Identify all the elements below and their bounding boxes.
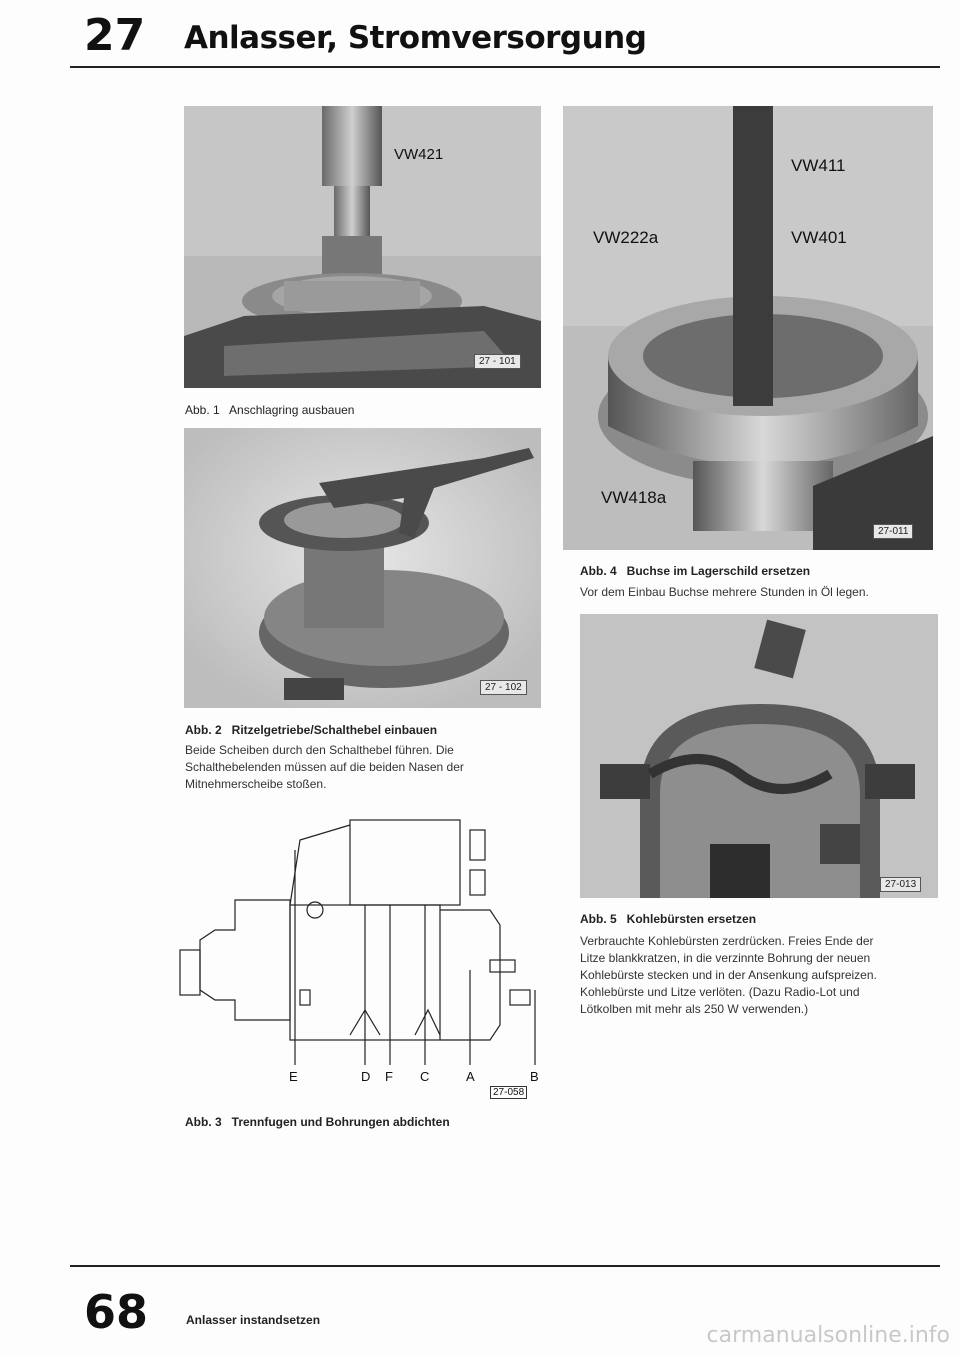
text-line: Litze blankkratzen, in die verzinnte Bohrung der neuen xyxy=(580,951,871,965)
figure-5-text xyxy=(580,933,945,1018)
figure-4-photo xyxy=(563,106,933,550)
figure-5-caption: Abb. 5 Kohlebürsten ersetzen xyxy=(580,912,757,926)
text-line: Kohlebürste und Litze verlöten. (Dazu Radio-Lot und xyxy=(580,985,860,999)
text-line: Vor dem Einbau Buchse mehrere Stunden in Öl legen. xyxy=(580,585,869,599)
text-line: Beide Scheiben durch den Schalthebel führen. Die xyxy=(185,743,454,757)
figure-4-text xyxy=(580,584,940,601)
diagram-label-a: A xyxy=(466,1069,475,1084)
diagram-label-e: E xyxy=(289,1069,298,1084)
figure-3-diagram xyxy=(170,810,545,1100)
figure-2-tag: 27 - 102 xyxy=(480,680,527,695)
text-line: Schalthebelenden müssen auf die beiden Nasen der xyxy=(185,760,464,774)
figure-4-label-vw418a: VW418a xyxy=(601,488,667,507)
text-line: Mitnehmerscheibe stoßen. xyxy=(185,777,327,791)
figure-5-photo xyxy=(580,614,938,898)
footer-rule xyxy=(70,1265,940,1267)
diagram-label-d: D xyxy=(361,1069,371,1084)
figure-4-label-vw411: VW411 xyxy=(791,156,846,175)
figure-2-caption: Abb. 2 Ritzelgetriebe/Schalthebel einbauen xyxy=(185,723,438,737)
chapter-title: Anlasser, Stromversorgung xyxy=(184,20,647,56)
figure-2-photo xyxy=(184,428,541,708)
figure-1-photo xyxy=(184,106,541,388)
figure-1-tag: 27 - 101 xyxy=(474,354,521,369)
section-title: Anlasser instandsetzen xyxy=(186,1313,321,1327)
figure-3-tag: 27-058 xyxy=(490,1086,527,1099)
diagram-label-b: B xyxy=(530,1069,539,1084)
text-line: Lötkolben mit mehr als 250 W verwenden.) xyxy=(580,1002,809,1016)
figure-1-tool-label: VW421 xyxy=(394,146,444,163)
text-line: Kohlebürste stecken und in der Ansenkung aufspreizen. xyxy=(580,968,877,982)
figure-4-label-vw222a: VW222a xyxy=(593,228,659,247)
watermark: carmanualsonline.info xyxy=(706,1323,950,1348)
diagram-label-c: C xyxy=(420,1069,430,1084)
figure-4-caption: Abb. 4 Buchse im Lagerschild ersetzen xyxy=(580,564,811,578)
figure-3-caption: Abb. 3 Trennfugen und Bohrungen abdichten xyxy=(185,1115,450,1129)
figure-1-caption: Abb. 1 Anschlagring ausbauen xyxy=(185,403,355,417)
page-number: 68 xyxy=(84,1285,149,1339)
header-rule xyxy=(70,66,940,68)
diagram-label-f: F xyxy=(385,1069,393,1084)
chapter-number: 27 xyxy=(84,10,146,61)
figure-4-tag: 27-011 xyxy=(873,524,913,539)
figure-5-tag: 27-013 xyxy=(880,877,921,892)
figure-4-label-vw401: VW401 xyxy=(791,228,847,247)
text-line: Verbrauchte Kohlebürsten zerdrücken. Freies Ende der xyxy=(580,934,874,948)
figure-2-text xyxy=(185,742,545,793)
